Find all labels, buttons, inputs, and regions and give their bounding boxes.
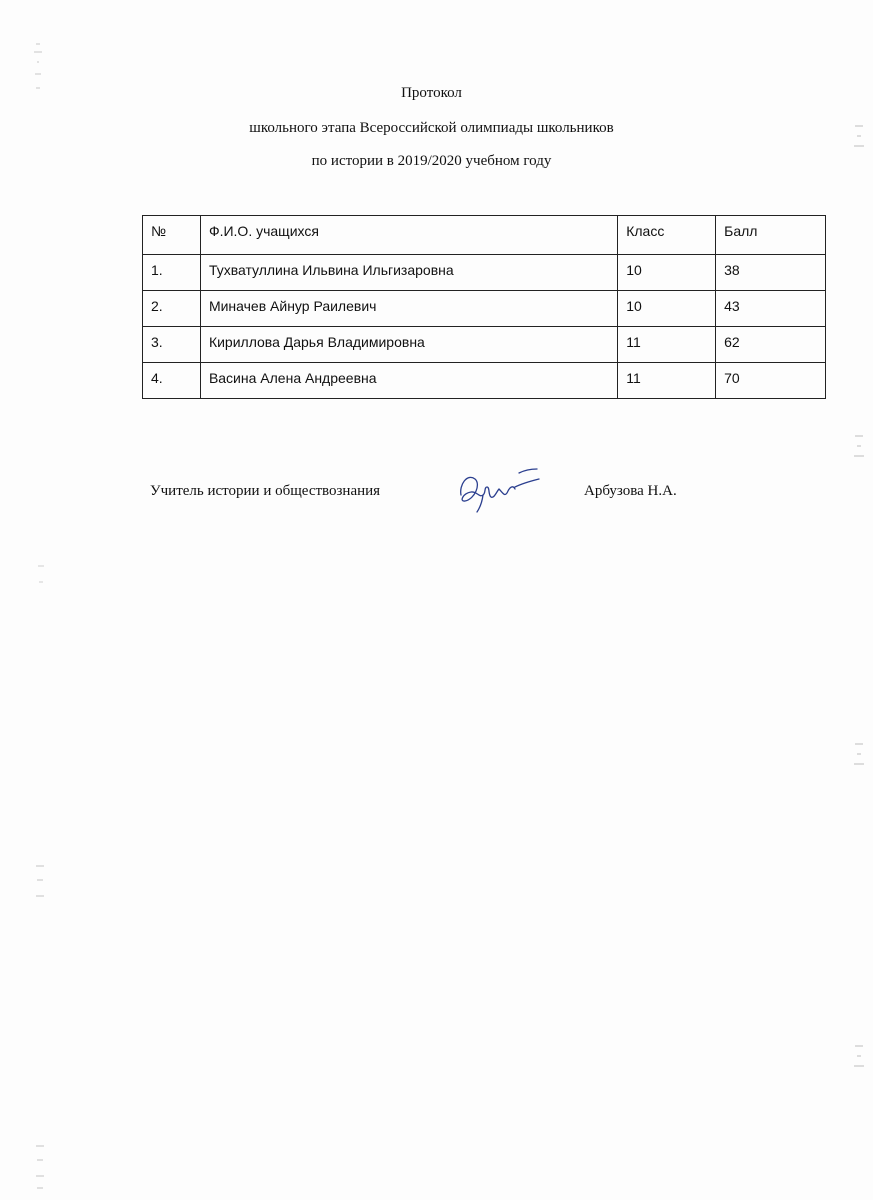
- scan-artifact-right-1: [852, 120, 866, 160]
- document-subtitle-1: школьного этапа Всероссийской олимпиады школьников: [249, 120, 614, 136]
- row-name: Миначев Айнур Раилевич: [200, 291, 617, 327]
- row-num: 3.: [143, 327, 201, 363]
- scan-artifact-left-3: [34, 860, 46, 910]
- table-row: [143, 291, 826, 327]
- scan-artifact-right-2: [852, 430, 866, 470]
- table-row: [143, 363, 826, 399]
- header-name: Ф.И.О. учащихся: [200, 216, 617, 255]
- document-title: Протокол: [401, 85, 462, 101]
- row-score: 62: [716, 327, 826, 363]
- table-row: [143, 327, 826, 363]
- scan-artifact-left: [28, 40, 48, 100]
- table-row: [143, 255, 826, 291]
- header-score: Балл: [716, 216, 826, 255]
- handwritten-signature: [453, 465, 543, 515]
- row-class: 11: [618, 363, 716, 399]
- row-score: 43: [716, 291, 826, 327]
- row-score: 70: [716, 363, 826, 399]
- results-table: [142, 215, 826, 399]
- row-num: 2.: [143, 291, 201, 327]
- scan-artifact-left-2: [36, 560, 46, 600]
- row-name: Васина Алена Андреевна: [200, 363, 617, 399]
- scan-artifact-right-3: [852, 738, 866, 778]
- row-num: 1.: [143, 255, 201, 291]
- row-name: Тухватуллина Ильвина Ильгизаровна: [200, 255, 617, 291]
- row-class: 10: [618, 255, 716, 291]
- row-num: 4.: [143, 363, 201, 399]
- document-subtitle-2: по истории в 2019/2020 учебном году: [311, 153, 552, 169]
- row-class: 11: [618, 327, 716, 363]
- teacher-role: Учитель истории и обществознания: [150, 483, 381, 499]
- row-class: 10: [618, 291, 716, 327]
- row-score: 38: [716, 255, 826, 291]
- header-class: Класс: [618, 216, 716, 255]
- signature-block: [0, 483, 873, 523]
- teacher-name: Арбузова Н.А.: [584, 483, 677, 499]
- table-header-row: [143, 216, 826, 255]
- header-num: №: [143, 216, 201, 255]
- row-name: Кириллова Дарья Владимировна: [200, 327, 617, 363]
- scan-artifact-right-4: [852, 1040, 866, 1080]
- scan-artifact-left-4: [34, 1140, 46, 1195]
